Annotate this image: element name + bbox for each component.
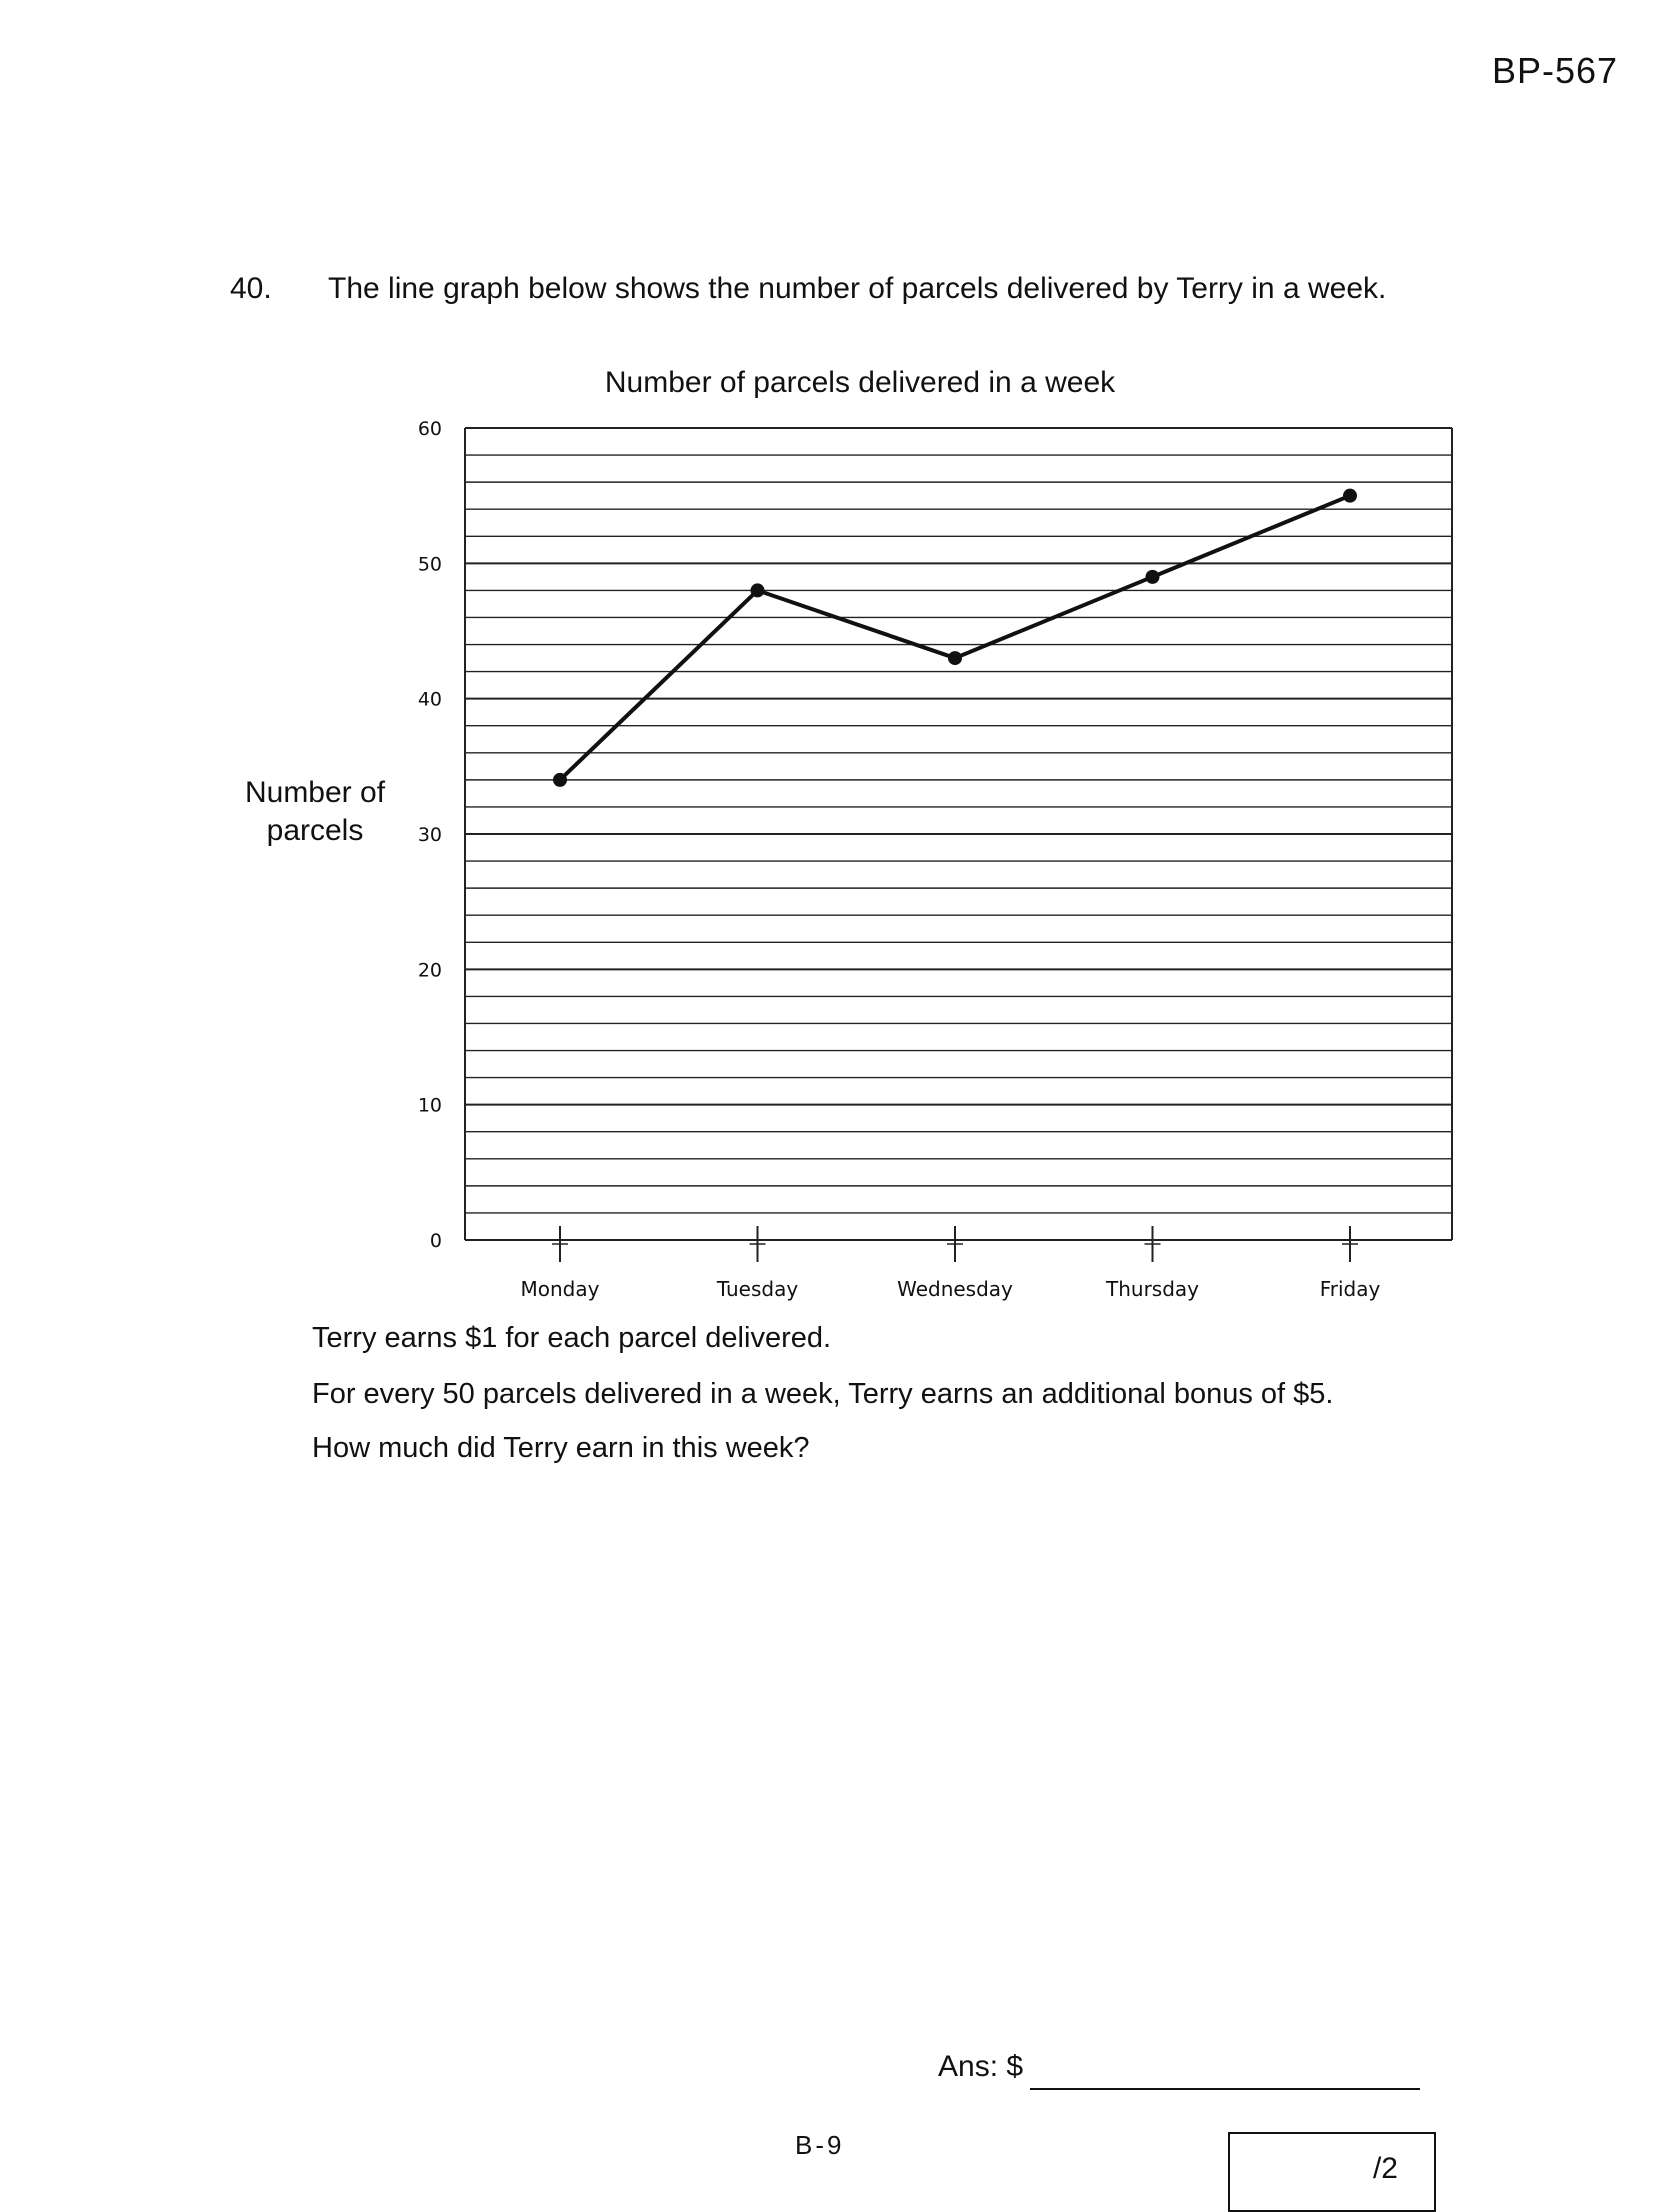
data-point	[948, 651, 962, 665]
earnings-rule-text: Terry earns $1 for each parcel delivered.	[312, 1322, 832, 1354]
question-prompt: How much did Terry earn in this week?	[312, 1432, 810, 1464]
series-line	[560, 496, 1350, 780]
y-axis-ticks	[418, 418, 442, 1252]
x-tick-label: Wednesday	[897, 1277, 1013, 1301]
y-tick-label: 40	[417, 688, 442, 711]
x-tick-label: Thursday	[1106, 1277, 1199, 1301]
question-number: 40.	[230, 272, 272, 305]
y-axis-label: Number of parcels	[244, 776, 386, 847]
y-tick-label: 50	[417, 553, 442, 576]
data-point	[1343, 489, 1357, 503]
y-tick-label: 10	[417, 1094, 442, 1117]
data-point	[751, 583, 765, 597]
y-tick-label: 60	[417, 418, 442, 440]
data-point	[553, 773, 567, 787]
score-box	[1228, 2132, 1436, 2212]
answer-label: Ans: $	[938, 2050, 1024, 2083]
x-tick-label: Tuesday	[716, 1277, 799, 1301]
chart-title: Number of parcels delivered in a week	[604, 366, 1116, 399]
page-code: BP-567	[1492, 50, 1619, 91]
y-tick-label: 0	[429, 1230, 442, 1252]
bonus-rule-text: For every 50 parcels delivered in a week, Terry earns an additional bonus of $5.	[312, 1378, 1334, 1410]
page-number: B-9	[795, 2130, 845, 2160]
x-axis-ticks	[521, 1226, 1381, 1301]
data-point	[1146, 570, 1160, 584]
chart-series	[553, 489, 1357, 787]
chart-grid	[465, 428, 1452, 1240]
answer-blank[interactable]	[1030, 2088, 1420, 2090]
y-tick-label: 30	[417, 824, 442, 846]
x-tick-label: Friday	[1319, 1277, 1381, 1301]
question-text: The line graph below shows the number of parcels delivered by Terry in a week.	[328, 272, 1387, 305]
y-tick-label: 20	[417, 959, 442, 982]
score-text: /2	[1372, 2152, 1398, 2185]
x-tick-label: Monday	[520, 1277, 600, 1301]
